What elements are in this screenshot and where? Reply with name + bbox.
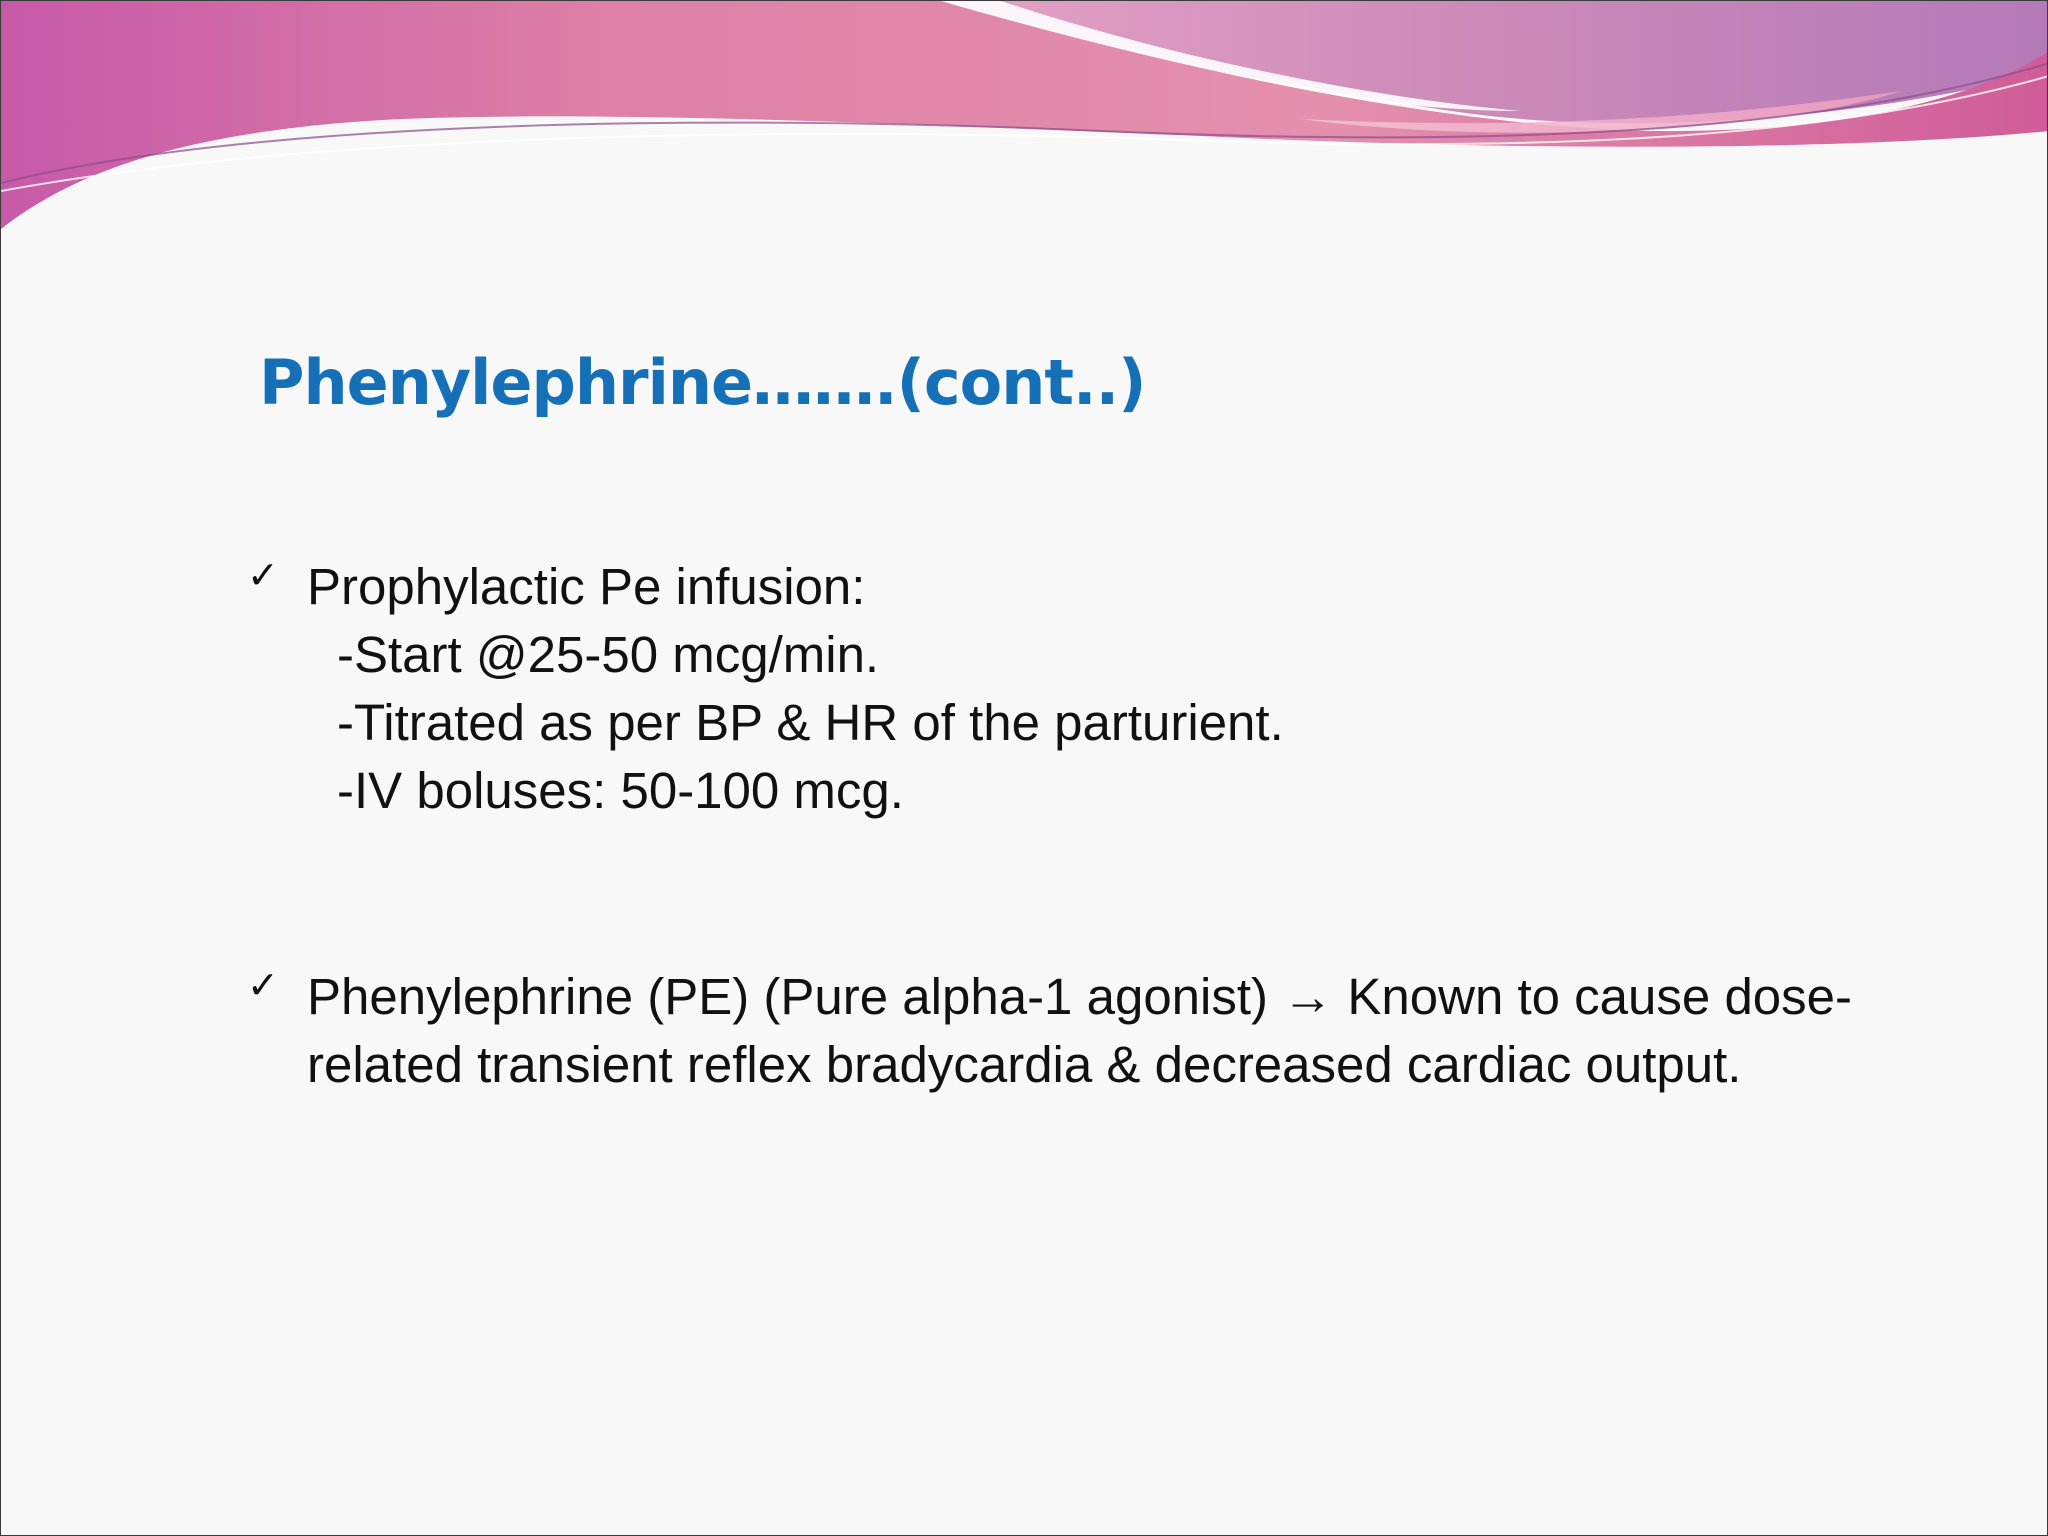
sub-item: -IV boluses: 50-100 mcg. (337, 762, 904, 819)
bullet-item (247, 553, 1887, 825)
slide-title: Phenylephrine…….(cont..) (259, 346, 1146, 419)
check-mark-icon: ✓ (247, 553, 279, 597)
header-wave-decoration (1, 1, 2048, 241)
bullet-text (307, 553, 1887, 825)
bullet-item (247, 963, 1887, 1099)
bullet-heading: Prophylactic Pe infusion: (307, 558, 866, 615)
sub-item: -Start @25-50 mcg/min. (337, 626, 880, 683)
bullet-paragraph: Phenylephrine (PE) (Pure alpha-1 agonist) → Known to cause dose-related transient reflex bradycardia & decreased cardiac output. (307, 968, 1853, 1093)
sub-item: -Titrated as per BP & HR of the parturient. (337, 694, 1284, 751)
check-mark-icon: ✓ (247, 963, 279, 1007)
